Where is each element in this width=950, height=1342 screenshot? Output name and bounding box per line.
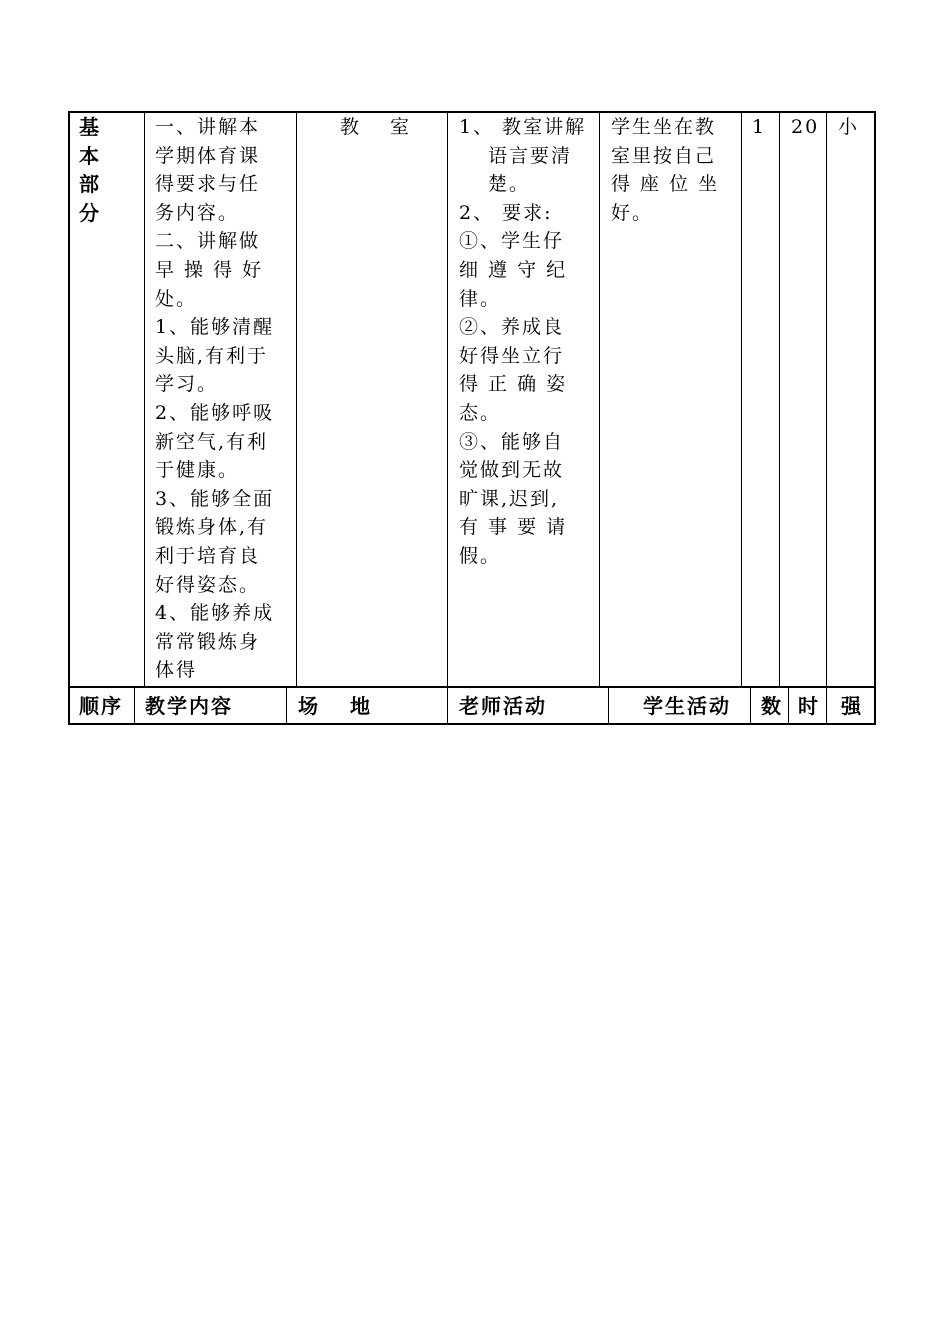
content-line: 1、能够清醒 (155, 316, 275, 339)
header-order: 顺序 (79, 694, 123, 718)
content-line: 学习。 (155, 373, 219, 396)
teacher-line: 觉做到无故 (459, 459, 565, 482)
teacher-line: 得 正 确 姿 (459, 373, 568, 396)
student-line: 好。 (611, 201, 654, 224)
teacher-line: 旷课,迟到, (459, 487, 560, 510)
header-content: 教学内容 (145, 694, 233, 718)
section-label-char: 部 (79, 172, 101, 197)
student-line: 得 座 位 坐 (611, 173, 720, 196)
section-label-char: 基 (79, 115, 101, 139)
body-divider (296, 111, 297, 687)
body-divider (826, 111, 827, 687)
header-divider (134, 687, 135, 724)
body-divider (447, 111, 448, 687)
content-line: 常常锻炼身 (155, 630, 261, 653)
content-line: 一、讲解本 (155, 116, 261, 138)
table-border-left (68, 111, 70, 725)
content-line: 2、能够呼吸 (155, 401, 275, 424)
content-line: 头脑,有利于 (155, 344, 269, 367)
content-line: 新空气,有利 (155, 430, 269, 453)
header-divider (788, 687, 789, 724)
header-time: 时 (798, 694, 820, 718)
content-line: 锻炼身体,有 (155, 516, 269, 539)
content-line: 3、能够全面 (155, 487, 275, 510)
time-value: 20 (791, 116, 820, 138)
body-divider (599, 111, 600, 687)
content-line: 处。 (155, 287, 198, 310)
venue-text: 教 室 (340, 116, 416, 138)
teacher-line: ③、能够自 (459, 430, 565, 453)
content-line: 于健康。 (155, 459, 240, 482)
header-intensity: 强 (841, 694, 863, 718)
teacher-line: 细 遵 守 纪 (459, 258, 568, 281)
student-line: 学生坐在教 (611, 116, 717, 138)
teacher-line: 好得坐立行 (459, 344, 565, 367)
teacher-line: 律。 (459, 287, 502, 310)
teacher-line: 1、 教室讲解 (459, 116, 587, 138)
header-divider (608, 687, 609, 724)
header-divider (286, 687, 287, 724)
header-teacher: 老师活动 (459, 694, 547, 718)
content-line: 得要求与任 (155, 173, 261, 196)
teaching-content (155, 113, 290, 685)
header-divider (750, 687, 751, 724)
table-border-right (874, 111, 876, 725)
content-line: 早 操 得 好 (155, 258, 264, 281)
section-label (79, 113, 119, 227)
teacher-line: ②、养成良 (459, 316, 565, 339)
teacher-line: 2、 要求: (459, 201, 553, 224)
header-divider (826, 687, 827, 724)
count-value: 1 (752, 116, 767, 138)
section-label-char: 分 (79, 200, 101, 225)
header-count: 数 (761, 694, 783, 718)
content-line: 好得姿态。 (155, 573, 261, 596)
body-divider (144, 111, 145, 687)
student-activity (611, 113, 736, 227)
content-line: 务内容。 (155, 201, 240, 224)
content-line: 利于培育良 (155, 544, 261, 567)
teacher-line: 态。 (459, 401, 502, 424)
intensity-value: 小 (838, 116, 860, 138)
teacher-activity (459, 113, 594, 571)
content-line: 二、讲解做 (155, 230, 261, 253)
teacher-line: 假。 (459, 544, 502, 567)
header-student: 学生活动 (643, 694, 731, 718)
student-line: 室里按自己 (611, 144, 717, 167)
header-divider (447, 687, 448, 724)
body-divider (779, 111, 780, 687)
teacher-line: 楚。 (459, 173, 531, 196)
content-line: 4、能够养成 (155, 602, 275, 625)
teacher-line: 有 事 要 请 (459, 516, 568, 539)
content-line: 体得 (155, 659, 198, 682)
section-label-char: 本 (79, 143, 101, 168)
header-venue: 场 地 (298, 694, 376, 718)
body-divider (741, 111, 742, 687)
content-line: 学期体育课 (155, 144, 261, 167)
teacher-line: 语言要清 (459, 144, 573, 167)
teacher-line: ①、学生仔 (459, 230, 565, 253)
